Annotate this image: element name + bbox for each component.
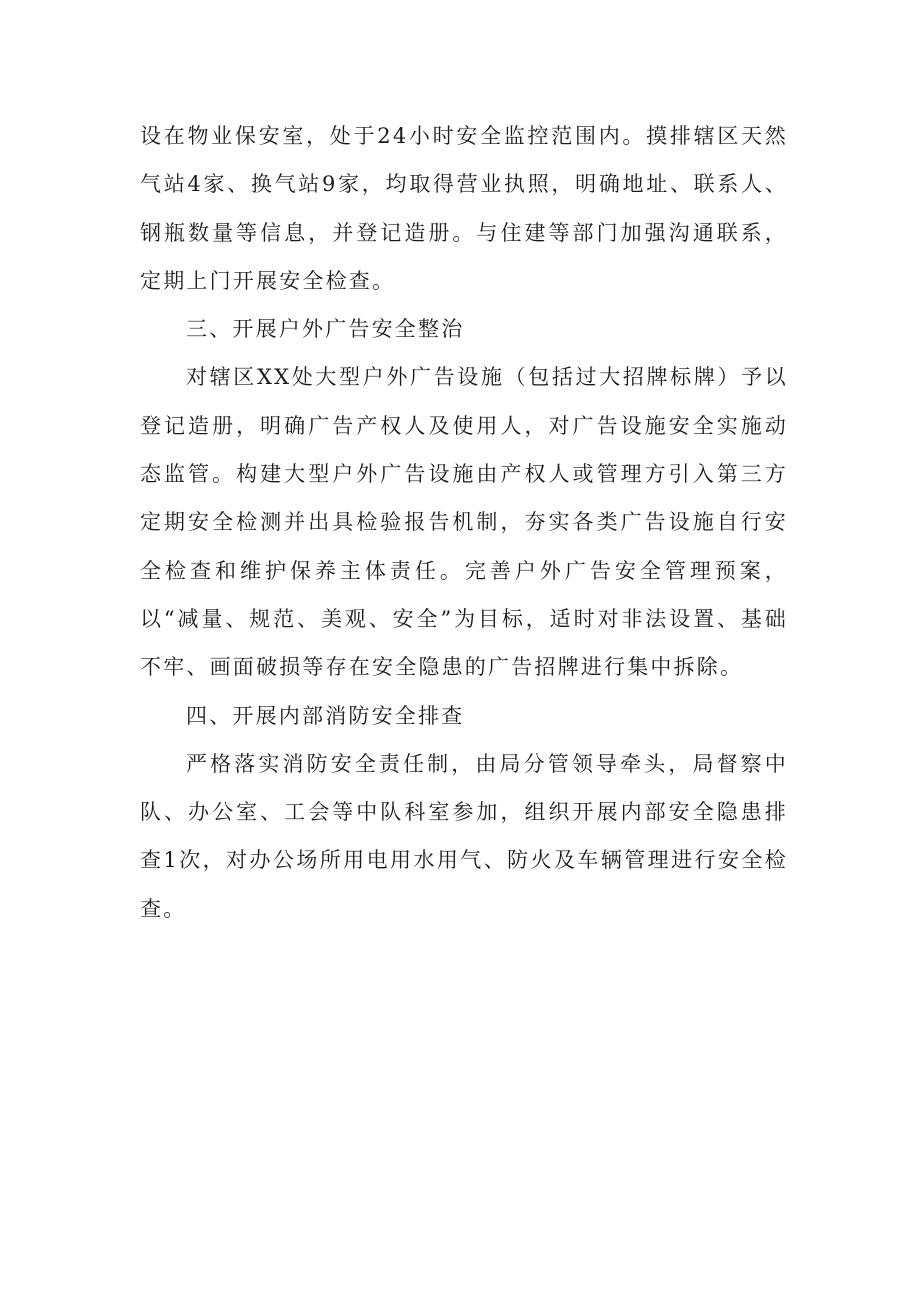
paragraph-outdoor-ads: 对辖区XX处大型户外广告设施（包括过大招牌标牌）予以登记造册，明确广告产权人及使用人，对广告设施安全实施动态监管。构建大型户外广告设施由产权人或管理方引入第三方定期安全检测并出具检验报告机制，夯实各类广告设施自行安全检查和维护保养主体责任。完善户外广告安全管理预案，以“减量、规范、美观、安全”为目标，适时对非法设置、基础不牢、画面破损等存在安全隐患的广告招牌进行集中拆除。: [140, 365, 788, 680]
section-heading-outdoor-ads: 三、开展户外广告安全整治: [186, 317, 465, 342]
paragraph-fire-safety: 严格落实消防安全责任制，由局分管领导牵头，局督察中队、办公室、工会等中队科室参加，组织开展内部安全隐患排查1次，对办公场所用电用水用气、防火及车辆管理进行安全检查。: [140, 751, 788, 921]
section-heading-fire-safety: 四、开展内部消防安全排查: [186, 703, 465, 728]
paragraph-gas-station-survey: 设在物业保安室，处于24小时安全监控范围内。摸排辖区天然气站4家、换气站9家，均取得营业执照，明确地址、联系人、钢瓶数量等信息，并登记造册。与住建等部门加强沟通联系，定期上门开展安全检查。: [140, 124, 788, 293]
document-page: [140, 112, 788, 933]
